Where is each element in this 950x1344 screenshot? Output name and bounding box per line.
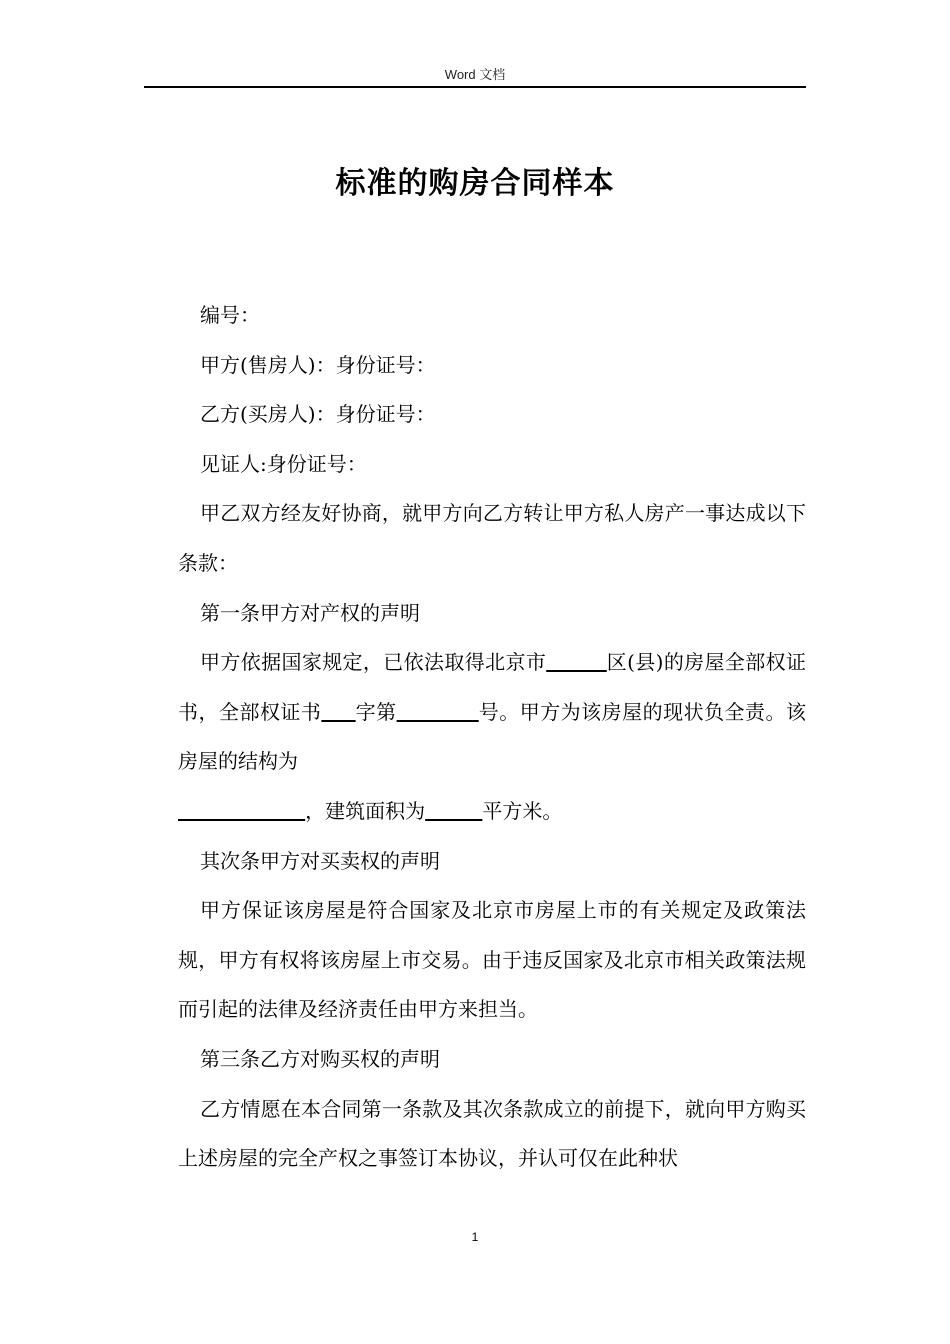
document-body bbox=[178, 291, 806, 1184]
paragraph-intro: 甲乙双方经友好协商，就甲方向乙方转让甲方私人房产一事达成以下条款： bbox=[178, 501, 806, 575]
paragraph-clause-3: 乙方情愿在本合同第一条款及其次条款成立的前提下，就向甲方购买上述房屋的完全产权之事签订本协议，并认可仅在此种状 bbox=[178, 1096, 806, 1171]
heading-clause-1: 第一条甲方对产权的声明 bbox=[200, 600, 420, 625]
paragraph-clause-2: 甲方保证该房屋是符合国家及北京市房屋上市的有关规定及政策法规，甲方有权将该房屋上市交易。由于违反国家及北京市相关政策法规而引起的法律及经济责任由甲方来担当。 bbox=[178, 898, 806, 1022]
blank-certificate-word bbox=[321, 700, 355, 724]
blank-area bbox=[425, 799, 482, 823]
clause1-text-6: 平方米。 bbox=[482, 798, 563, 823]
document-title: 标准的购房合同样本 bbox=[335, 166, 615, 201]
blank-district bbox=[546, 650, 607, 674]
page-header: Word 文档 bbox=[444, 67, 506, 82]
clause1-text-4: 号。甲方为该房屋的现状负全责。该房屋的结构为 bbox=[178, 699, 807, 774]
paragraph-party-a: 甲方(售房人)：身份证号： bbox=[200, 352, 436, 377]
page-number: 1 bbox=[471, 1230, 479, 1244]
paragraph-party-b: 乙方(买房人)：身份证号： bbox=[200, 402, 436, 427]
blank-certificate-number bbox=[397, 700, 479, 724]
clause1-text-5: ，建筑面积为 bbox=[305, 798, 426, 823]
paragraph-witness: 见证人:身份证号： bbox=[200, 451, 367, 476]
clause1-text-3: 字第 bbox=[355, 699, 397, 724]
paragraph-number: 编号： bbox=[200, 303, 260, 327]
blank-structure bbox=[178, 799, 305, 823]
heading-clause-2: 其次条甲方对买卖权的声明 bbox=[200, 848, 440, 873]
paragraph-clause-1 bbox=[178, 638, 806, 836]
header-rule bbox=[144, 86, 806, 88]
heading-clause-3: 第三条乙方对购买权的声明 bbox=[200, 1046, 440, 1071]
clause1-text-1: 甲方依据国家规定，已依法取得北京市 bbox=[200, 650, 547, 675]
clause1-text-2: 区(县)的房屋全部权证书，全部权证书 bbox=[178, 650, 807, 724]
